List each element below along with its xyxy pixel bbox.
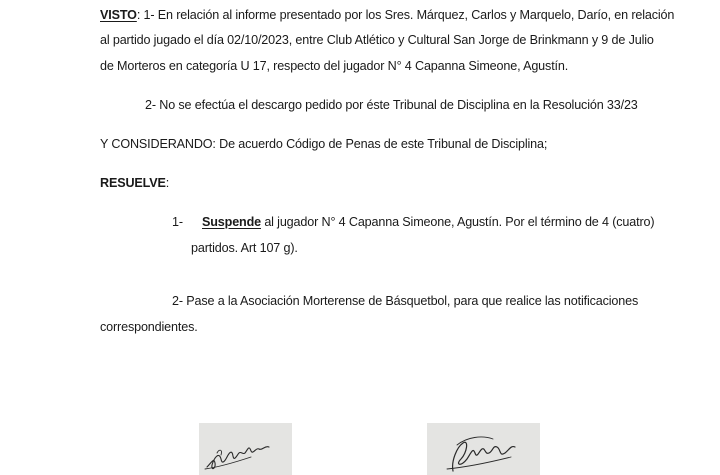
handwritten-signature-icon [199, 423, 292, 475]
visto-line-1 [100, 7, 674, 23]
resuelve-item-2-line-1: 2- Pase a la Asociación Morterense de Básquetbol, para que realice las notificaciones [172, 294, 639, 308]
resuelve-item-1-text: al jugador N° 4 Capanna Simeone, Agustín. Por el término de 4 (cuatro) [260, 215, 655, 229]
visto-line-3: de Morteros en categoría U 17, respecto del jugador N° 4 Capanna Simeone, Agustín. [100, 59, 569, 73]
considerando-line: Y CONSIDERANDO: De acuerdo Código de Penas de este Tribunal de Disciplina; [100, 137, 548, 151]
resuelve-item-1-line-1 [202, 214, 654, 230]
visto-line-1-text: : 1- En relación al informe presentado por los Sres. Márquez, Carlos y Marquelo, Darío, en relación [136, 8, 675, 22]
visto-item-2: 2- No se efectúa el descargo pedido por éste Tribunal de Disciplina en la Resolución 33/23 [145, 98, 638, 112]
resuelve-heading [100, 175, 169, 191]
visto-label: VISTO [100, 8, 137, 22]
resuelve-item-1-line-2: partidos. Art 107 g). [191, 241, 298, 255]
resuelve-label: RESUELVE [100, 176, 166, 190]
visto-line-2: al partido jugado el día 02/10/2023, entre Club Atlético y Cultural San Jorge de Brinkmann y 9 de Julio [100, 33, 654, 47]
right-signature-image [427, 423, 540, 475]
left-signature-image [199, 423, 292, 475]
handwritten-signature-icon [427, 423, 540, 475]
suspende-keyword: Suspende [202, 215, 261, 229]
resuelve-item-2-line-2: correspondientes. [100, 320, 198, 334]
resuelve-item-1-number: 1- [172, 215, 183, 229]
resuelve-colon: : [165, 176, 170, 190]
